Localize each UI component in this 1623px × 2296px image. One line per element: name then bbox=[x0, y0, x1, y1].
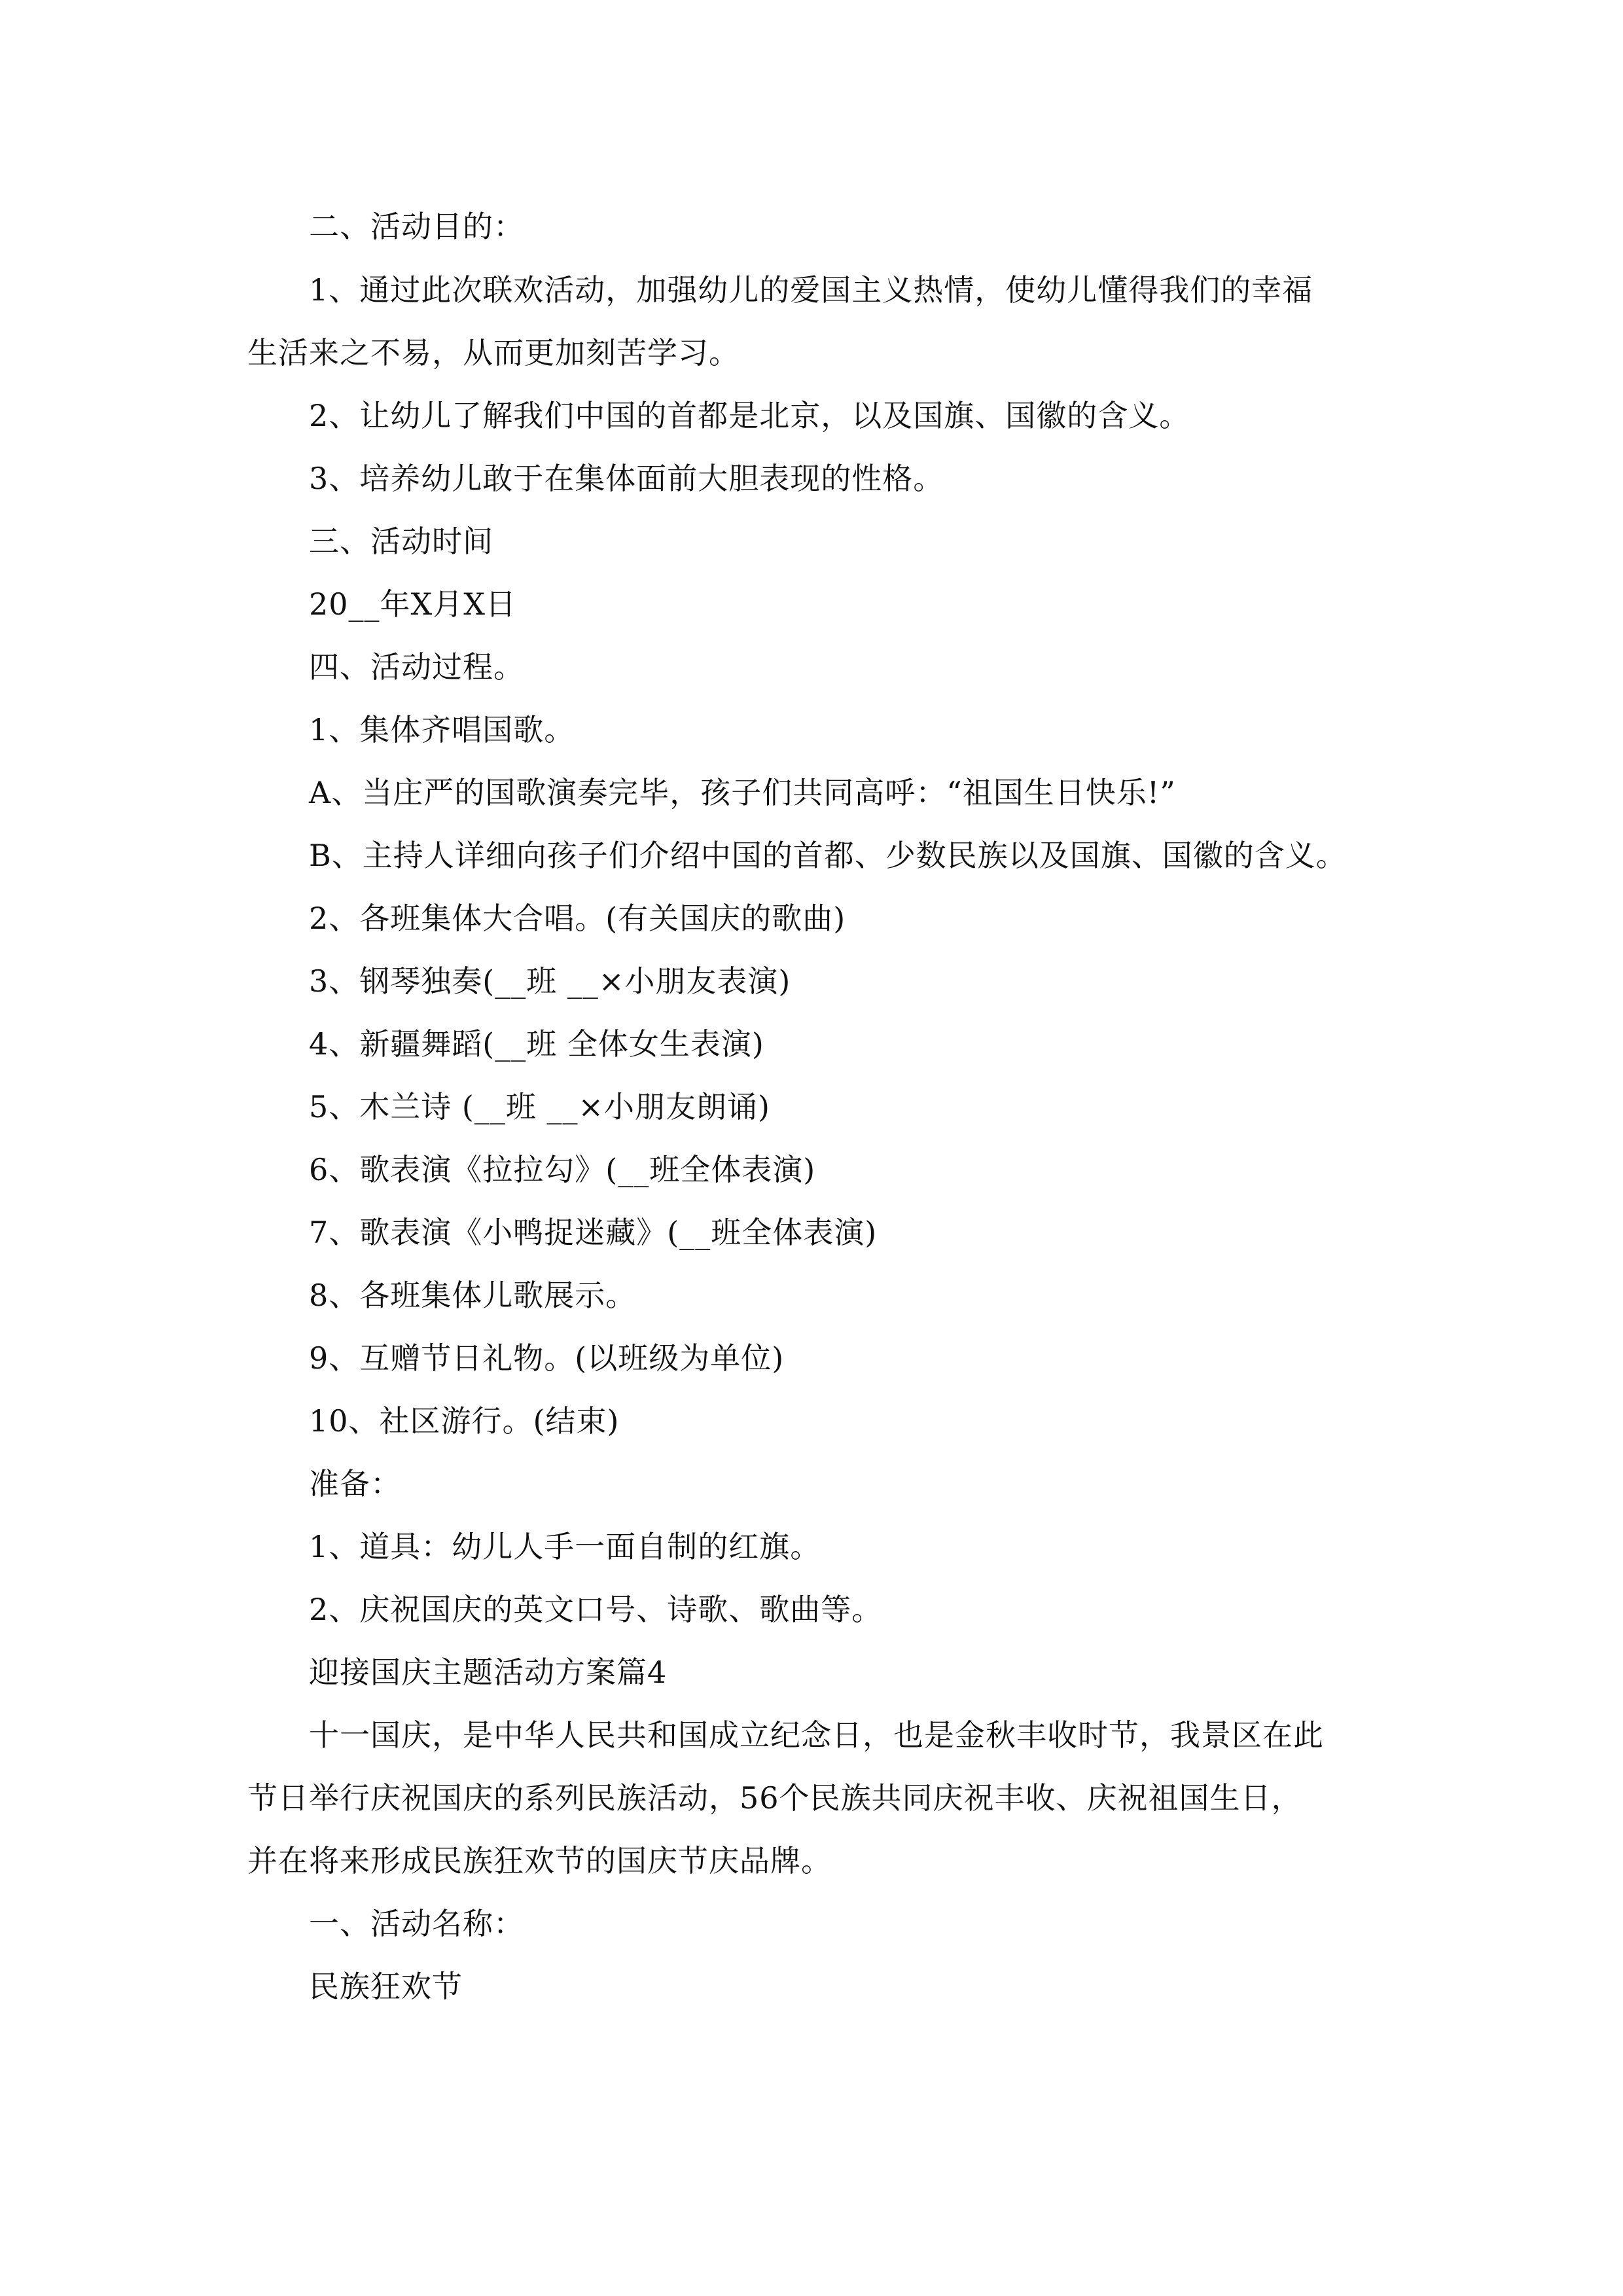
heading-activity-process: 四、活动过程。 bbox=[309, 649, 524, 685]
paragraph-line: B、主持人详细向孩子们介绍中国的首都、少数民族以及国旗、国徽的含义。 bbox=[309, 838, 1347, 873]
paragraph-line: 6、歌表演《拉拉勾》(__班全体表演) bbox=[309, 1152, 816, 1187]
heading-preparation: 准备： bbox=[309, 1466, 401, 1501]
paragraph-line: 节日举行庆祝国庆的系列民族活动，56个民族共同庆祝丰收、庆祝祖国生日， bbox=[247, 1780, 1302, 1816]
heading-activity-purpose: 二、活动目的： bbox=[309, 209, 524, 244]
paragraph-line: 1、道具：幼儿人手一面自制的红旗。 bbox=[309, 1529, 821, 1564]
paragraph-line: 2、各班集体大合唱。(有关国庆的歌曲) bbox=[309, 901, 846, 936]
paragraph-line: 2、让幼儿了解我们中国的首都是北京，以及国旗、国徽的含义。 bbox=[309, 398, 1190, 433]
paragraph-line: 生活来之不易，从而更加刻苦学习。 bbox=[247, 335, 740, 370]
paragraph-line: 7、歌表演《小鸭捉迷藏》(__班全体表演) bbox=[309, 1215, 878, 1250]
paragraph-line: 民族狂欢节 bbox=[309, 1969, 463, 2004]
paragraph-line: 3、钢琴独奏(__班 __×小朋友表演) bbox=[309, 963, 791, 999]
paragraph-line: 20__年X月X日 bbox=[309, 586, 517, 622]
paragraph-line: 十一国庆，是中华人民共和国成立纪念日，也是金秋丰收时节，我景区在此 bbox=[309, 1717, 1324, 1753]
heading-activity-name: 一、活动名称： bbox=[309, 1906, 524, 1941]
paragraph-line: 9、互赠节日礼物。(以班级为单位) bbox=[309, 1340, 785, 1376]
paragraph-line: A、当庄严的国歌演奏完毕，孩子们共同高呼：“祖国生日快乐!” bbox=[309, 775, 1176, 810]
paragraph-line: 4、新疆舞蹈(__班 全体女生表演) bbox=[309, 1026, 764, 1062]
paragraph-line: 5、木兰诗 (__班 __×小朋友朗诵) bbox=[309, 1089, 770, 1124]
paragraph-line: 3、培养幼儿敢于在集体面前大胆表现的性格。 bbox=[309, 461, 944, 496]
section-title: 迎接国庆主题活动方案篇4 bbox=[309, 1655, 668, 1690]
paragraph-line: 并在将来形成民族狂欢节的国庆节庆品牌。 bbox=[247, 1843, 832, 1878]
paragraph-line: 10、社区游行。(结束) bbox=[309, 1403, 620, 1439]
paragraph-line: 2、庆祝国庆的英文口号、诗歌、歌曲等。 bbox=[309, 1592, 883, 1627]
paragraph-line: 8、各班集体儿歌展示。 bbox=[309, 1278, 637, 1313]
paragraph-line: 1、集体齐唱国歌。 bbox=[309, 712, 575, 747]
paragraph-line: 1、通过此次联欢活动，加强幼儿的爱国主义热情，使幼儿懂得我们的幸福 bbox=[309, 272, 1313, 308]
heading-activity-time: 三、活动时间 bbox=[309, 524, 493, 559]
